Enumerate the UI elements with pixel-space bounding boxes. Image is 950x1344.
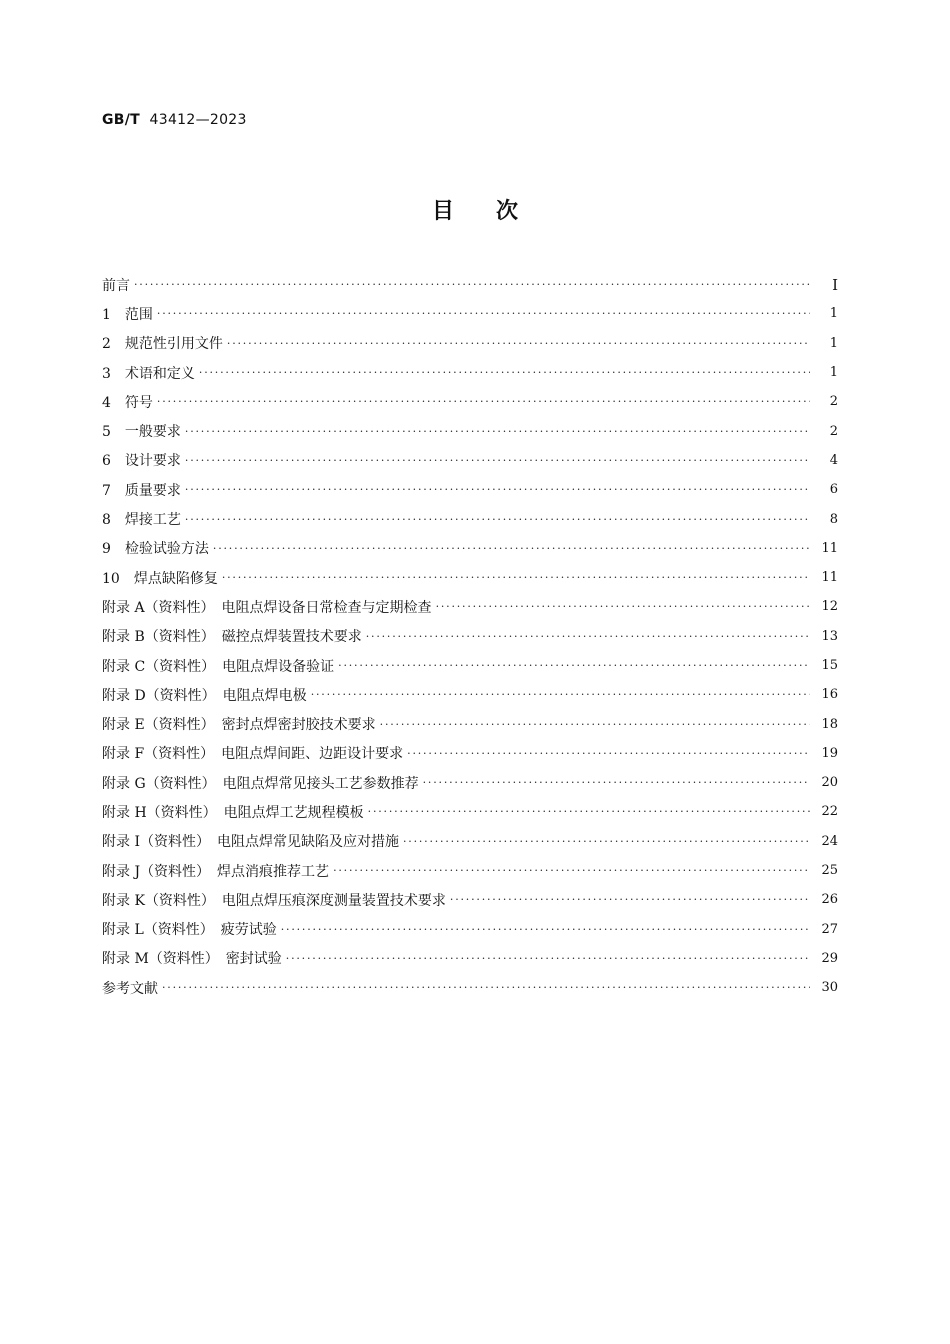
dot-leader: [185, 483, 810, 496]
toc-entry-page: 6: [829, 482, 838, 498]
toc-entry-page: 11: [821, 540, 838, 556]
toc-entry-appendix-d[interactable]: [102, 680, 838, 709]
standard-code: [102, 112, 247, 128]
toc-entry-label: 9 检验试验方法: [102, 541, 209, 558]
toc-entry-appendix-k[interactable]: [102, 885, 838, 914]
toc-entry-8[interactable]: [102, 504, 838, 533]
toc-entry-page: 16: [821, 687, 838, 703]
toc-entry-appendix-l[interactable]: [102, 915, 838, 944]
dot-leader: [199, 366, 810, 379]
dot-leader: [368, 805, 810, 818]
toc-entry-appendix-j[interactable]: [102, 856, 838, 885]
toc-entry-9[interactable]: [102, 534, 838, 563]
toc-entry-page: 25: [821, 863, 838, 879]
standard-prefix: GB/T: [102, 112, 141, 128]
toc-entry-6[interactable]: [102, 446, 838, 475]
toc-entry-appendix-g[interactable]: [102, 768, 838, 797]
toc-entry-appendix-a[interactable]: [102, 592, 838, 621]
toc-entry-label: 附录 D（资料性） 电阻点焊电极: [102, 687, 307, 704]
toc-entry-label: 附录 L（资料性） 疲劳试验: [102, 922, 277, 939]
toc-entry-page: 24: [821, 833, 838, 849]
dot-leader: [333, 864, 810, 877]
dot-leader: [407, 747, 810, 760]
toc-entry-page: 19: [821, 745, 838, 761]
toc-entry-label: 附录 K（资料性） 电阻点焊压痕深度测量装置技术要求: [102, 892, 446, 909]
toc-entry-label: 附录 I（资料性） 电阻点焊常见缺陷及应对措施: [102, 834, 399, 851]
dot-leader: [311, 688, 810, 701]
toc-entry-label: 参考文献: [102, 980, 158, 997]
dot-leader: [423, 776, 810, 789]
dot-leader: [380, 718, 810, 731]
toc-entry-page: I: [832, 275, 838, 294]
toc-entry-page: 27: [821, 921, 838, 937]
dot-leader: [222, 571, 810, 584]
toc-entry-page: 1: [829, 335, 838, 351]
toc-entry-label: 附录 B（资料性） 磁控点焊装置技术要求: [102, 629, 362, 646]
toc-entry-page: 22: [821, 804, 838, 820]
toc-entry-label: 附录 M（资料性） 密封试验: [102, 951, 282, 968]
standard-number: 43412—2023: [149, 112, 247, 128]
toc-entry-label: 附录 H（资料性） 电阻点焊工艺规程模板: [102, 804, 364, 821]
toc-entry-label: 3 术语和定义: [102, 365, 195, 382]
toc-entry-4[interactable]: [102, 387, 838, 416]
dot-leader: [185, 425, 810, 438]
toc-entry-5[interactable]: [102, 416, 838, 445]
toc-entry-label: 10 焊点缺陷修复: [102, 570, 218, 587]
toc-entry-page: 29: [821, 950, 838, 966]
toc-entry-page: 12: [821, 599, 838, 615]
dot-leader: [403, 835, 810, 848]
table-of-contents: [102, 270, 838, 1002]
dot-leader: [366, 630, 810, 643]
dot-leader: [162, 981, 810, 994]
toc-entry-label: 4 符号: [102, 394, 153, 411]
toc-entry-page: 1: [829, 365, 838, 381]
toc-entry-page: 2: [829, 423, 838, 439]
toc-entry-page: 4: [829, 452, 838, 468]
toc-entry-appendix-c[interactable]: [102, 651, 838, 680]
toc-entry-7[interactable]: [102, 475, 838, 504]
toc-entry-page: 20: [821, 775, 838, 791]
toc-entry-page: 26: [821, 892, 838, 908]
dot-leader: [213, 542, 810, 555]
toc-title: 目次: [431, 199, 560, 224]
toc-entry-page: 18: [821, 716, 838, 732]
toc-entry-page: 30: [821, 980, 838, 996]
toc-entry-label: 附录 A（资料性） 电阻点焊设备日常检查与定期检查: [102, 599, 432, 616]
toc-entry-page: 2: [829, 394, 838, 410]
toc-entry-label: 附录 C（资料性） 电阻点焊设备验证: [102, 658, 335, 675]
toc-entry-label: 附录 G（资料性） 电阻点焊常见接头工艺参数推荐: [102, 775, 419, 792]
toc-entry-label: 附录 E（资料性） 密封点焊密封胶技术要求: [102, 717, 376, 734]
toc-entry-label: 附录 F（资料性） 电阻点焊间距、边距设计要求: [102, 746, 404, 763]
toc-entry-label: 2 规范性引用文件: [102, 336, 223, 353]
toc-entry-page: 13: [821, 628, 838, 644]
dot-leader: [157, 395, 810, 408]
toc-entry-3[interactable]: [102, 358, 838, 387]
toc-entry-appendix-i[interactable]: [102, 827, 838, 856]
toc-entry-appendix-m[interactable]: [102, 944, 838, 973]
toc-entry-label: 8 焊接工艺: [102, 512, 181, 529]
toc-entry-label: 6 设计要求: [102, 453, 181, 470]
toc-entry-appendix-b[interactable]: [102, 622, 838, 651]
toc-entry-label: 1 范围: [102, 306, 153, 323]
dot-leader: [157, 307, 810, 320]
toc-entry-appendix-e[interactable]: [102, 709, 838, 738]
toc-entry-10[interactable]: [102, 563, 838, 592]
dot-leader: [338, 659, 810, 672]
toc-entry-label: 前言: [102, 277, 130, 294]
toc-entry-page: 11: [821, 570, 838, 586]
dot-leader: [281, 923, 810, 936]
dot-leader: [227, 337, 810, 350]
toc-entry-2[interactable]: [102, 329, 838, 358]
toc-entry-label: 附录 J（资料性） 焊点消痕推荐工艺: [102, 863, 330, 880]
toc-entry-foreword[interactable]: [102, 270, 838, 299]
toc-entry-page: 15: [821, 658, 838, 673]
toc-entry-references[interactable]: [102, 973, 838, 1002]
toc-entry-label: 5 一般要求: [102, 424, 181, 441]
dot-leader: [286, 952, 810, 965]
toc-entry-appendix-h[interactable]: [102, 797, 838, 826]
toc-entry-page: 8: [829, 511, 838, 527]
toc-entry-page: 1: [829, 306, 838, 322]
toc-entry-appendix-f[interactable]: [102, 739, 838, 768]
dot-leader: [450, 893, 810, 906]
dot-leader: [134, 278, 810, 291]
toc-entry-label: 7 质量要求: [102, 482, 181, 499]
dot-leader: [185, 454, 810, 467]
toc-entry-1[interactable]: [102, 299, 838, 328]
dot-leader: [436, 600, 810, 613]
dot-leader: [185, 513, 810, 526]
